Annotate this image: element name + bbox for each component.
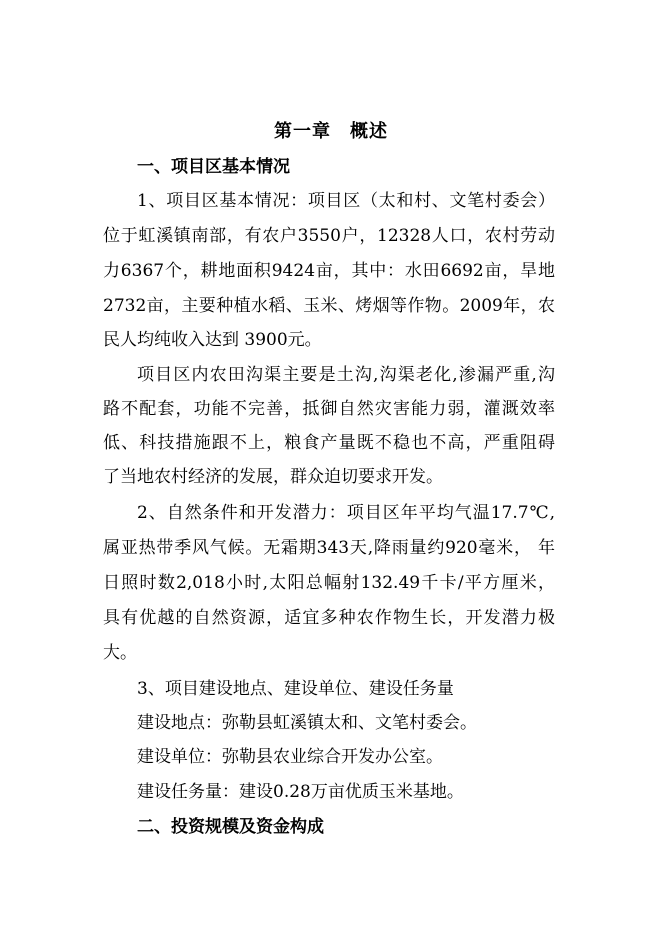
paragraph-line: 3、项目建设地点、建设单位、建设任务量 [137, 679, 454, 699]
paragraph-line: 1、项目区基本情况：项目区（太和村、文笔村委会） [137, 191, 555, 211]
paragraph-line: 民人均纯收入达到 3900元。 [103, 330, 322, 350]
paragraph-line: 位于虹溪镇南部，有农户3550户，12328人口，农村劳动 [103, 226, 555, 246]
chapter-title: 第一章 概述 [274, 121, 388, 142]
paragraph-line: 力6367个，耕地面积9424亩，其中：水田6692亩，旱地 [103, 261, 555, 281]
paragraph-line: 日照时数2,018小时,太阳总幅射132.49千卡/平方厘米， [103, 573, 555, 593]
paragraph-line: 项目区内农田沟渠主要是土沟,沟渠老化,渗漏严重,沟 [137, 365, 555, 385]
paragraph-line: 2732亩，主要种植水稻、玉米、烤烟等作物。2009年，农 [103, 296, 555, 316]
paragraph-line: 属亚热带季风气候。无霜期343天,降雨量约920毫米， 年 [103, 538, 555, 558]
section-heading-basic-info: 一、项目区基本情况 [137, 157, 290, 177]
construction-location: 建设地点：弥勒县虹溪镇太和、文笔村委会。 [137, 713, 477, 733]
paragraph-line: 路不配套，功能不完善，抵御自然灾害能力弱，灌溉效率 [103, 399, 555, 419]
construction-unit: 建设单位：弥勒县农业综合开发办公室。 [137, 747, 443, 767]
paragraph-line: 具有优越的自然资源，适宜多种农作物生长，开发潜力极 [103, 608, 555, 628]
paragraph-line: 低、科技措施跟不上，粮食产量既不稳也不高，严重阻碍 [103, 433, 555, 453]
paragraph-line: 2、自然条件和开发潜力：项目区年平均气温17.7℃, [137, 503, 555, 523]
paragraph-line: 了当地农村经济的发展，群众迫切要求开发。 [103, 467, 443, 487]
construction-task: 建设任务量：建设0.28万亩优质玉米基地。 [137, 782, 464, 802]
paragraph-line: 大。 [103, 643, 137, 663]
section-heading-investment: 二、投资规模及资金构成 [137, 817, 324, 837]
